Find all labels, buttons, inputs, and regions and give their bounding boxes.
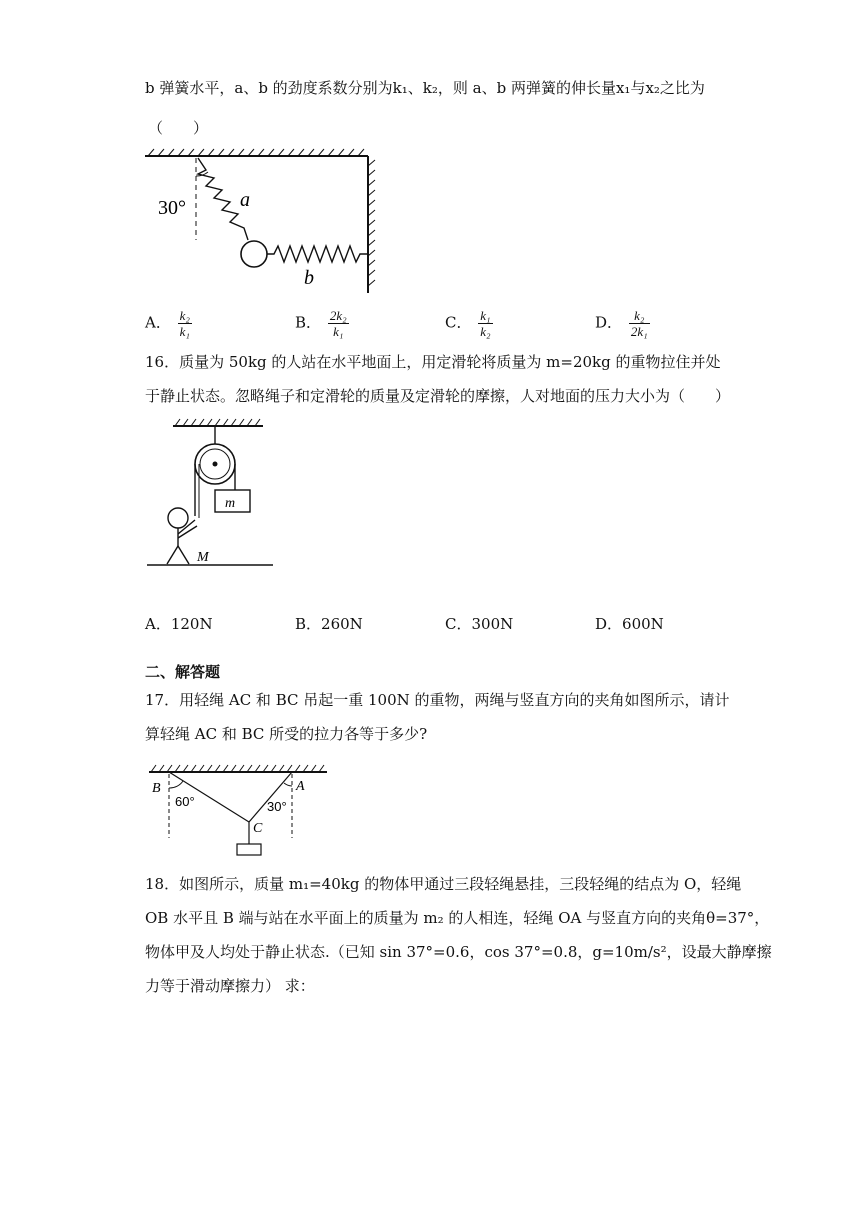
section-title: 二、解答题 bbox=[145, 663, 221, 681]
fraction: $\frac{\text{k₂}}{\text{k₁}}$ bbox=[179, 308, 190, 339]
fraction: $\frac{\text{2k₂}}{\text{k₁}}$ bbox=[329, 308, 347, 339]
q15-line-1: b 弹簧水平，a、b 的劲度系数分别为k₁、k₂，则 a、b 两弹簧的伸长量x₁与x₂之比为 bbox=[145, 79, 705, 97]
fraction: $\frac{\text{k₁}}{\text{k₂}}$ bbox=[480, 308, 491, 339]
q16-option-b[interactable]: B．260N bbox=[295, 615, 363, 633]
q16-option-d[interactable]: D．600N bbox=[595, 615, 664, 633]
q15-spring-b-label: b bbox=[304, 267, 314, 289]
q17-label-c: C bbox=[253, 821, 263, 836]
q15-option-d[interactable]: D． $\frac{\text{k₂}}{\text{2k₁}}$ bbox=[595, 308, 648, 339]
fraction: $\frac{\text{k₂}}{\text{2k₁}}$ bbox=[630, 308, 648, 339]
q16-option-c[interactable]: C．300N bbox=[445, 615, 514, 633]
q18-line-4: 力等于滑动摩擦力） 求： bbox=[145, 977, 315, 995]
q15-option-b[interactable]: B． $\frac{\text{2k₂}}{\text{k₁}}$ bbox=[295, 308, 347, 339]
q16-line-2: 于静止状态。忽略绳子和定滑轮的质量及定滑轮的摩擦，人对地面的压力大小为（ ） bbox=[145, 387, 731, 405]
q16-option-a[interactable]: A．120N bbox=[145, 615, 213, 633]
q16-mass-label: m bbox=[225, 496, 236, 511]
q18-line-2: OB 水平且 B 端与站在水平面上的质量为 m₂ 的人相连，轻绳 OA 与竖直方向的夹角θ=37°， bbox=[145, 909, 770, 927]
q15-option-a[interactable]: A． $\frac{\text{k₂}}{\text{k₁}}$ bbox=[145, 308, 190, 339]
q15-spring-a-label: a bbox=[240, 189, 250, 211]
q15-angle-label: 30° bbox=[158, 197, 186, 219]
q17-angle-a: 30° bbox=[267, 799, 287, 814]
q16-line-1: 16．质量为 50kg 的人站在水平地面上，用定滑轮将质量为 m=20kg 的重物拉住并处 bbox=[145, 353, 721, 371]
q17-line-2: 算轻绳 AC 和 BC 所受的拉力各等于多少? bbox=[145, 725, 428, 743]
q17-angle-b: 60° bbox=[175, 794, 195, 809]
q16-pulley-figure bbox=[145, 418, 275, 570]
q16-person-label: M bbox=[197, 550, 209, 565]
q17-line-1: 17．用轻绳 AC 和 BC 吊起一重 100N 的重物，两绳与竖直方向的夹角如图所示，请计 bbox=[145, 691, 730, 709]
q15-line-2: （ ） bbox=[148, 119, 209, 137]
q17-label-b: B bbox=[152, 781, 161, 796]
q15-spring-figure bbox=[140, 148, 380, 298]
q17-label-a: A bbox=[296, 779, 305, 794]
q18-line-1: 18．如图所示，质量 m₁=40kg 的物体甲通过三段轻绳悬挂，三段轻绳的结点为 O，轻绳 bbox=[145, 875, 742, 893]
q18-line-3: 物体甲及人均处于静止状态.（已知 sin 37°=0.6，cos 37°=0.8，g=10m/s²，设最大静摩擦 bbox=[145, 943, 772, 961]
q15-option-c[interactable]: C． $\frac{\text{k₁}}{\text{k₂}}$ bbox=[445, 308, 491, 339]
q17-ropes-figure bbox=[145, 762, 335, 858]
